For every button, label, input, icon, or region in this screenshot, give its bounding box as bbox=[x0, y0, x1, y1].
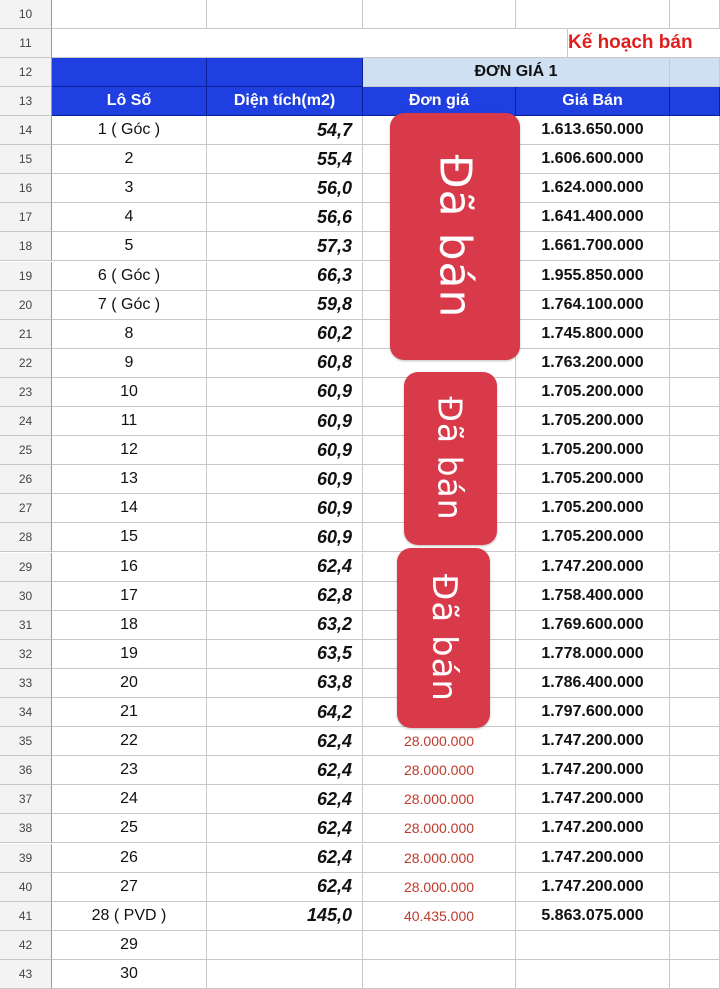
sheet-row-13 bbox=[0, 87, 720, 116]
row-number[interactable]: 13 bbox=[0, 87, 52, 116]
sale-price-cell[interactable]: 1.606.600.000 bbox=[516, 145, 670, 174]
sheet-row-12 bbox=[0, 58, 720, 87]
row-number[interactable]: 14 bbox=[0, 116, 52, 145]
area-cell[interactable]: 63,2 bbox=[207, 611, 363, 640]
sheet-title[interactable]: Kế hoạch bán bbox=[568, 29, 720, 58]
sale-price-cell[interactable]: 1.705.200.000 bbox=[516, 494, 670, 523]
unit-price-cell[interactable]: 28.000.000 bbox=[363, 727, 516, 756]
row-number[interactable]: 43 bbox=[0, 960, 52, 989]
empty-cell[interactable] bbox=[670, 698, 720, 727]
area-cell[interactable]: 60,9 bbox=[207, 494, 363, 523]
table-row bbox=[0, 174, 720, 203]
sale-price-cell[interactable]: 1.641.400.000 bbox=[516, 203, 670, 232]
row-number[interactable]: 12 bbox=[0, 58, 52, 87]
empty-cell[interactable] bbox=[670, 232, 720, 261]
table-row bbox=[0, 145, 720, 174]
empty-cell[interactable] bbox=[670, 756, 720, 785]
sale-price-cell[interactable]: 1.786.400.000 bbox=[516, 669, 670, 698]
lot-cell[interactable]: 14 bbox=[52, 494, 207, 523]
sale-price-cell[interactable]: 1.778.000.000 bbox=[516, 640, 670, 669]
table-row bbox=[0, 232, 720, 261]
sold-stamp bbox=[404, 372, 497, 545]
empty-cell[interactable] bbox=[670, 727, 720, 756]
row-number[interactable]: 35 bbox=[0, 727, 52, 756]
row-number[interactable]: 40 bbox=[0, 873, 52, 902]
empty-cell[interactable] bbox=[670, 436, 720, 465]
table-row bbox=[0, 698, 720, 727]
sale-price-cell[interactable]: 1.705.200.000 bbox=[516, 523, 670, 552]
area-cell[interactable]: 62,4 bbox=[207, 785, 363, 814]
header-lot-merged-top[interactable] bbox=[52, 58, 207, 87]
row-number[interactable]: 41 bbox=[0, 902, 52, 931]
lot-cell[interactable]: 19 bbox=[52, 640, 207, 669]
area-cell[interactable] bbox=[207, 960, 363, 989]
table-row bbox=[0, 553, 720, 582]
empty-cell[interactable] bbox=[670, 931, 720, 960]
area-cell[interactable]: 60,2 bbox=[207, 320, 363, 349]
sold-stamp bbox=[397, 548, 490, 728]
lot-cell[interactable]: 2 bbox=[52, 145, 207, 174]
unit-price-cell[interactable]: 28.000.000 bbox=[363, 873, 516, 902]
table-row bbox=[0, 523, 720, 552]
lot-cell[interactable]: 1 ( Góc ) bbox=[52, 116, 207, 145]
empty-cell[interactable] bbox=[670, 553, 720, 582]
row-number[interactable]: 11 bbox=[0, 29, 52, 58]
sale-price-cell[interactable]: 1.769.600.000 bbox=[516, 611, 670, 640]
table-row bbox=[0, 494, 720, 523]
row-number[interactable]: 42 bbox=[0, 931, 52, 960]
empty-cell[interactable] bbox=[670, 378, 720, 407]
empty-cell[interactable] bbox=[670, 960, 720, 989]
empty-cell[interactable] bbox=[670, 116, 720, 145]
area-cell[interactable]: 62,4 bbox=[207, 553, 363, 582]
row-number[interactable]: 30 bbox=[0, 582, 52, 611]
table-row bbox=[0, 814, 720, 843]
area-cell[interactable]: 62,4 bbox=[207, 873, 363, 902]
sale-price-cell[interactable] bbox=[516, 960, 670, 989]
lot-cell[interactable]: 6 ( Góc ) bbox=[52, 262, 207, 291]
area-cell[interactable]: 54,7 bbox=[207, 116, 363, 145]
row-number[interactable]: 27 bbox=[0, 494, 52, 523]
lot-cell[interactable]: 27 bbox=[52, 873, 207, 902]
table-row bbox=[0, 669, 720, 698]
empty-cell[interactable] bbox=[516, 0, 670, 29]
lot-cell[interactable]: 28 ( PVD ) bbox=[52, 902, 207, 931]
empty-cell[interactable] bbox=[670, 902, 720, 931]
sold-stamp-label: Đã bán bbox=[429, 154, 481, 319]
sale-price-cell[interactable]: 1.747.200.000 bbox=[516, 785, 670, 814]
row-number[interactable]: 22 bbox=[0, 349, 52, 378]
lot-cell[interactable]: 13 bbox=[52, 465, 207, 494]
sale-price-cell[interactable]: 1.661.700.000 bbox=[516, 232, 670, 261]
unit-price-cell[interactable] bbox=[363, 960, 516, 989]
table-row bbox=[0, 611, 720, 640]
sale-price-cell[interactable]: 5.863.075.000 bbox=[516, 902, 670, 931]
sale-price-cell[interactable] bbox=[516, 931, 670, 960]
sale-price-cell[interactable]: 1.764.100.000 bbox=[516, 291, 670, 320]
empty-cell[interactable] bbox=[670, 640, 720, 669]
unit-price-cell[interactable]: 40.435.000 bbox=[363, 902, 516, 931]
lot-cell[interactable]: 8 bbox=[52, 320, 207, 349]
area-cell[interactable]: 66,3 bbox=[207, 262, 363, 291]
row-number[interactable]: 34 bbox=[0, 698, 52, 727]
sale-price-cell[interactable]: 1.758.400.000 bbox=[516, 582, 670, 611]
lot-cell[interactable]: 11 bbox=[52, 407, 207, 436]
lot-cell[interactable]: 9 bbox=[52, 349, 207, 378]
area-cell[interactable]: 62,4 bbox=[207, 844, 363, 873]
empty-cell[interactable] bbox=[670, 814, 720, 843]
header-area-merged-top[interactable] bbox=[207, 58, 363, 87]
lot-cell[interactable]: 21 bbox=[52, 698, 207, 727]
row-number[interactable]: 33 bbox=[0, 669, 52, 698]
empty-cell[interactable] bbox=[670, 174, 720, 203]
table-row bbox=[0, 320, 720, 349]
row-number[interactable]: 10 bbox=[0, 0, 52, 29]
area-cell[interactable]: 57,3 bbox=[207, 232, 363, 261]
empty-cell[interactable] bbox=[670, 669, 720, 698]
sold-stamp-label: Đã bán bbox=[431, 396, 470, 521]
unit-price-cell[interactable]: 28.000.000 bbox=[363, 844, 516, 873]
sale-price-cell[interactable]: 1.747.200.000 bbox=[516, 814, 670, 843]
table-row bbox=[0, 349, 720, 378]
row-number[interactable]: 15 bbox=[0, 145, 52, 174]
area-cell[interactable]: 145,0 bbox=[207, 902, 363, 931]
empty-cell[interactable] bbox=[670, 582, 720, 611]
sale-price-cell[interactable]: 1.747.200.000 bbox=[516, 553, 670, 582]
lot-cell[interactable]: 15 bbox=[52, 523, 207, 552]
table-row bbox=[0, 291, 720, 320]
sale-price-cell[interactable]: 1.747.200.000 bbox=[516, 756, 670, 785]
row-number[interactable]: 17 bbox=[0, 203, 52, 232]
lot-cell[interactable]: 20 bbox=[52, 669, 207, 698]
lot-cell[interactable]: 24 bbox=[52, 785, 207, 814]
group-header-price-1[interactable]: ĐƠN GIÁ 1 bbox=[363, 58, 670, 87]
lot-cell[interactable]: 25 bbox=[52, 814, 207, 843]
empty-cell[interactable] bbox=[670, 203, 720, 232]
area-cell[interactable]: 64,2 bbox=[207, 698, 363, 727]
lot-cell[interactable]: 30 bbox=[52, 960, 207, 989]
area-cell[interactable]: 62,4 bbox=[207, 814, 363, 843]
row-number[interactable]: 36 bbox=[0, 756, 52, 785]
table-row bbox=[0, 465, 720, 494]
area-cell[interactable]: 60,9 bbox=[207, 465, 363, 494]
sale-price-cell[interactable]: 1.797.600.000 bbox=[516, 698, 670, 727]
lot-cell[interactable]: 17 bbox=[52, 582, 207, 611]
area-cell[interactable]: 56,0 bbox=[207, 174, 363, 203]
unit-price-cell[interactable] bbox=[363, 931, 516, 960]
table-row bbox=[0, 262, 720, 291]
sale-price-cell[interactable]: 1.745.800.000 bbox=[516, 320, 670, 349]
empty-cell[interactable] bbox=[670, 262, 720, 291]
empty-cell[interactable] bbox=[670, 611, 720, 640]
empty-cell[interactable] bbox=[670, 523, 720, 552]
area-cell[interactable]: 63,5 bbox=[207, 640, 363, 669]
table-row bbox=[0, 785, 720, 814]
row-number[interactable]: 31 bbox=[0, 611, 52, 640]
row-number[interactable]: 19 bbox=[0, 262, 52, 291]
table-row bbox=[0, 116, 720, 145]
area-cell[interactable]: 56,6 bbox=[207, 203, 363, 232]
row-number[interactable]: 25 bbox=[0, 436, 52, 465]
lot-cell[interactable]: 3 bbox=[52, 174, 207, 203]
area-cell[interactable]: 60,9 bbox=[207, 523, 363, 552]
sale-price-cell[interactable]: 1.624.000.000 bbox=[516, 174, 670, 203]
sale-price-cell[interactable]: 1.747.200.000 bbox=[516, 844, 670, 873]
table-row bbox=[0, 756, 720, 785]
sale-price-cell[interactable]: 1.747.200.000 bbox=[516, 727, 670, 756]
empty-cell[interactable] bbox=[670, 465, 720, 494]
row-number[interactable]: 18 bbox=[0, 232, 52, 261]
empty-cell[interactable] bbox=[670, 320, 720, 349]
lot-cell[interactable]: 7 ( Góc ) bbox=[52, 291, 207, 320]
lot-cell[interactable]: 16 bbox=[52, 553, 207, 582]
table-row bbox=[0, 931, 720, 960]
row-number[interactable]: 29 bbox=[0, 553, 52, 582]
area-cell[interactable]: 63,8 bbox=[207, 669, 363, 698]
row-number[interactable]: 39 bbox=[0, 844, 52, 873]
lot-cell[interactable]: 23 bbox=[52, 756, 207, 785]
sale-price-cell[interactable]: 1.705.200.000 bbox=[516, 378, 670, 407]
row-number[interactable]: 16 bbox=[0, 174, 52, 203]
row-number[interactable]: 38 bbox=[0, 814, 52, 843]
column-header-lot[interactable]: Lô Số bbox=[52, 87, 207, 116]
sale-price-cell[interactable]: 1.705.200.000 bbox=[516, 407, 670, 436]
empty-cell[interactable] bbox=[670, 494, 720, 523]
unit-price-cell[interactable]: 28.000.000 bbox=[363, 814, 516, 843]
area-cell[interactable]: 62,4 bbox=[207, 756, 363, 785]
row-number[interactable]: 26 bbox=[0, 465, 52, 494]
empty-cell[interactable] bbox=[670, 873, 720, 902]
table-row bbox=[0, 902, 720, 931]
row-number[interactable]: 23 bbox=[0, 378, 52, 407]
lot-cell[interactable]: 18 bbox=[52, 611, 207, 640]
lot-cell[interactable]: 4 bbox=[52, 203, 207, 232]
lot-cell[interactable]: 5 bbox=[52, 232, 207, 261]
group-header-next[interactable] bbox=[670, 58, 720, 87]
row-number[interactable]: 24 bbox=[0, 407, 52, 436]
sheet-row-10 bbox=[0, 0, 720, 29]
area-cell[interactable]: 60,9 bbox=[207, 436, 363, 465]
sheet-row-11 bbox=[0, 29, 720, 58]
lot-cell[interactable]: 26 bbox=[52, 844, 207, 873]
column-header-area[interactable]: Diện tích(m2) bbox=[207, 87, 363, 116]
lot-cell[interactable]: 12 bbox=[52, 436, 207, 465]
lot-cell[interactable]: 10 bbox=[52, 378, 207, 407]
table-row bbox=[0, 436, 720, 465]
area-cell[interactable]: 62,8 bbox=[207, 582, 363, 611]
table-row bbox=[0, 378, 720, 407]
column-header-sale-price[interactable]: Giá Bán bbox=[516, 87, 670, 116]
empty-cell[interactable] bbox=[670, 0, 720, 29]
sale-price-cell[interactable]: 1.705.200.000 bbox=[516, 436, 670, 465]
area-cell[interactable]: 59,8 bbox=[207, 291, 363, 320]
unit-price-cell[interactable]: 28.000.000 bbox=[363, 756, 516, 785]
table-row bbox=[0, 640, 720, 669]
row-number[interactable]: 21 bbox=[0, 320, 52, 349]
empty-cell[interactable] bbox=[670, 785, 720, 814]
table-row bbox=[0, 407, 720, 436]
sold-stamp bbox=[390, 113, 520, 360]
area-cell[interactable]: 62,4 bbox=[207, 727, 363, 756]
sale-price-cell[interactable]: 1.705.200.000 bbox=[516, 465, 670, 494]
area-cell[interactable]: 60,8 bbox=[207, 349, 363, 378]
table-row bbox=[0, 960, 720, 989]
area-cell[interactable] bbox=[207, 931, 363, 960]
row-number[interactable]: 20 bbox=[0, 291, 52, 320]
sold-stamp-label: Đã bán bbox=[423, 574, 464, 702]
empty-cell[interactable] bbox=[52, 0, 207, 29]
row-number[interactable]: 37 bbox=[0, 785, 52, 814]
table-row bbox=[0, 844, 720, 873]
sale-price-cell[interactable]: 1.747.200.000 bbox=[516, 873, 670, 902]
empty-cell[interactable] bbox=[670, 407, 720, 436]
table-row bbox=[0, 203, 720, 232]
area-cell[interactable]: 60,9 bbox=[207, 407, 363, 436]
lot-cell[interactable]: 29 bbox=[52, 931, 207, 960]
sale-price-cell[interactable]: 1.955.850.000 bbox=[516, 262, 670, 291]
lot-cell[interactable]: 22 bbox=[52, 727, 207, 756]
table-row bbox=[0, 727, 720, 756]
row-number[interactable]: 32 bbox=[0, 640, 52, 669]
empty-cell[interactable] bbox=[363, 0, 516, 29]
table-row bbox=[0, 873, 720, 902]
empty-cell[interactable] bbox=[670, 145, 720, 174]
sale-price-cell[interactable]: 1.613.650.000 bbox=[516, 116, 670, 145]
empty-cell[interactable] bbox=[670, 844, 720, 873]
row-number[interactable]: 28 bbox=[0, 523, 52, 552]
empty-cell[interactable] bbox=[670, 291, 720, 320]
empty-merged-cell[interactable] bbox=[52, 29, 568, 58]
column-header-unit-price[interactable]: Đơn giá bbox=[363, 87, 516, 116]
table-row bbox=[0, 582, 720, 611]
area-cell[interactable]: 60,9 bbox=[207, 378, 363, 407]
area-cell[interactable]: 55,4 bbox=[207, 145, 363, 174]
sale-price-cell[interactable]: 1.763.200.000 bbox=[516, 349, 670, 378]
empty-cell[interactable] bbox=[207, 0, 363, 29]
unit-price-cell[interactable]: 28.000.000 bbox=[363, 785, 516, 814]
empty-cell[interactable] bbox=[670, 349, 720, 378]
column-header-next[interactable] bbox=[670, 87, 720, 116]
